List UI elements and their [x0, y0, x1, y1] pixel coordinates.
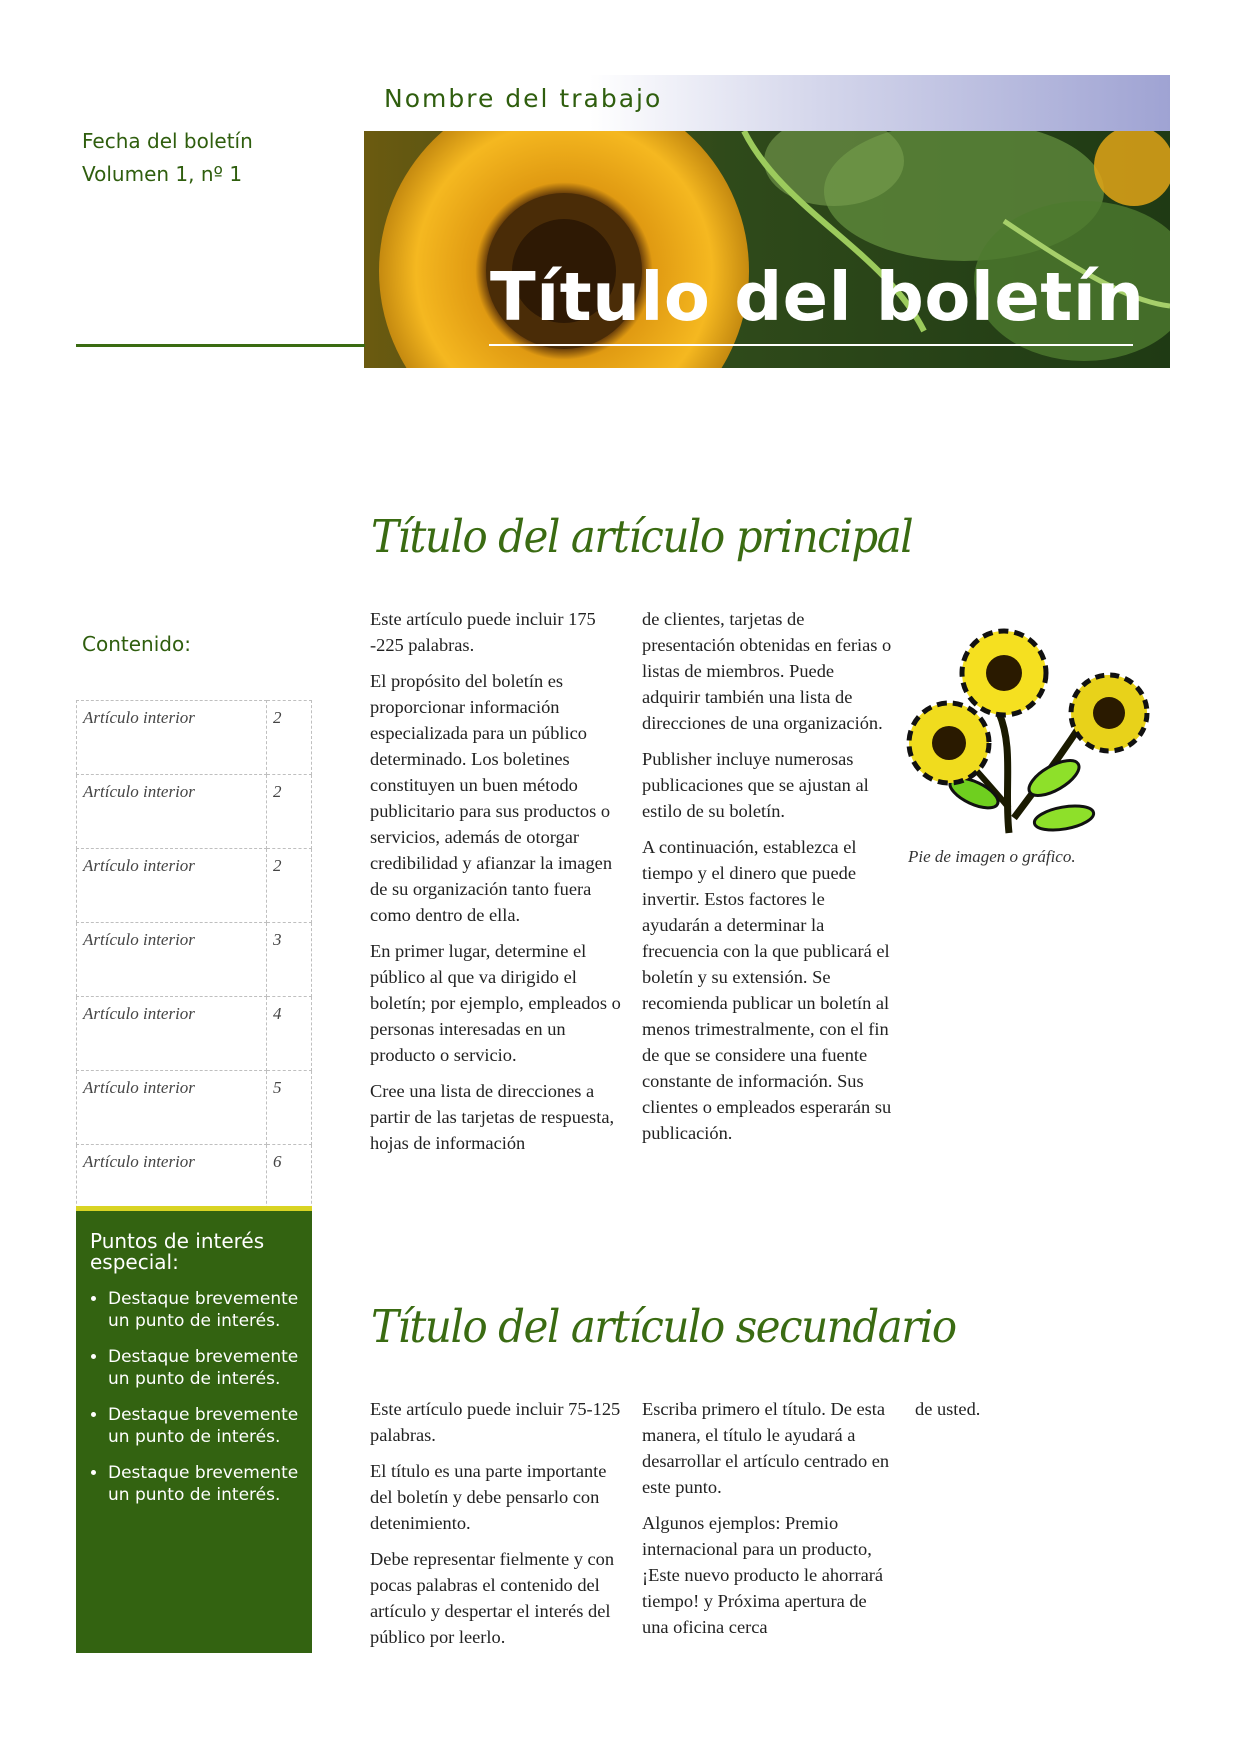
paragraph: A continuación, establezca el tiempo y el dinero que puede invertir. Estos factores le ayudarán a determinar la frecuencia con la que publicará el boletín y su extensión. Se recomienda publicar un boletín al menos trimestralmente, con el fin de que se considere una fuente constante de información. Sus clientes o empleados esperarán su publicación.: [642, 837, 892, 1143]
contents-item-title: Artículo interior: [77, 997, 267, 1071]
list-item: • Destaque brevemente un punto de interés.: [108, 1288, 313, 1332]
list-item: • Destaque brevemente un punto de interés.: [108, 1346, 313, 1390]
secondary-article-column-3: [915, 1396, 1155, 1432]
paragraph: Algunos ejemplos: Premio internacional para un producto, ¡Este nuevo producto le ahorrará tiempo! y Próxima apertura de una oficina cerca: [642, 1513, 884, 1637]
contents-item-title: Artículo interior: [77, 775, 267, 849]
newsletter-date: Fecha del boletín: [82, 129, 253, 153]
contents-item-title: Artículo interior: [77, 849, 267, 923]
contents-item-page: 5: [267, 1071, 312, 1145]
paragraph: de clientes, tarjetas de presentación obtenidas en ferias o listas de miembros. Puede adquirir también una lista de direcciones de una organización.: [642, 609, 892, 733]
company-name: Nombre del trabajo: [384, 84, 663, 113]
paragraph: Este artículo puede incluir 175 -225 palabras.: [370, 609, 596, 655]
contents-item-page: 6: [267, 1145, 312, 1219]
paragraph: Escriba primero el título. De esta manera, el título le ayudará a desarrollar el artículo centrado en este punto.: [642, 1399, 890, 1497]
main-article-column-2: [642, 606, 896, 1156]
table-row: [77, 1071, 312, 1145]
header-rule: [76, 344, 365, 347]
secondary-article-column-2: [642, 1396, 896, 1650]
table-row: [77, 997, 312, 1071]
contents-label: Contenido:: [82, 632, 191, 656]
contents-item-page: 2: [267, 775, 312, 849]
banner-rule: [489, 344, 1133, 346]
contents-item-title: Artículo interior: [77, 1145, 267, 1219]
table-row: [77, 849, 312, 923]
paragraph: Debe representar fielmente y con pocas palabras el contenido del artículo y despertar el interés del público por leerlo.: [370, 1549, 615, 1647]
paragraph: Cree una lista de direcciones a partir de las tarjetas de respuesta, hojas de información: [370, 1081, 615, 1153]
secondary-article-title: Título del artículo secundario: [371, 1300, 956, 1353]
contents-item-title: Artículo interior: [77, 1071, 267, 1145]
table-row: [77, 701, 312, 775]
contents-item-title: Artículo interior: [77, 701, 267, 775]
sunflower-clipart-image: [904, 618, 1164, 847]
contents-item-page: 3: [267, 923, 312, 997]
table-row: [77, 923, 312, 997]
special-interest-sidebar: [76, 1206, 312, 1653]
list-item: • Destaque brevemente un punto de interés.: [108, 1404, 313, 1448]
main-article-column-1: [370, 606, 622, 1166]
paragraph: de usted.: [915, 1399, 981, 1419]
paragraph: El título es una parte importante del boletín y debe pensarlo con detenimiento.: [370, 1461, 607, 1533]
sidebar-title: Puntos de interés especial:: [90, 1229, 265, 1274]
newsletter-title: Título del boletín: [490, 258, 1145, 336]
image-caption: Pie de imagen o gráfico.: [908, 847, 1076, 866]
contents-item-page: 4: [267, 997, 312, 1071]
contents-item-title: Artículo interior: [77, 923, 267, 997]
date-block: [82, 125, 253, 191]
paragraph: En primer lugar, determine el público al que va dirigido el boletín; por ejemplo, empleados o personas interesadas en un producto o servicio.: [370, 941, 621, 1065]
table-row: [77, 775, 312, 849]
secondary-article-column-1: [370, 1396, 622, 1660]
paragraph: El propósito del boletín es proporcionar información especializada para un público determinado. Los boletines constituyen un buen método publicitario para sus productos o servicios, además de otorgar credibilidad y afianzar la imagen de su organización tanto fuera como dentro de ella.: [370, 671, 613, 925]
main-article-title: Título del artículo principal: [371, 510, 913, 563]
newsletter-volume: Volumen 1, nº 1: [82, 162, 243, 186]
contents-item-page: 2: [267, 849, 312, 923]
sidebar-list: [92, 1288, 313, 1520]
contents-item-page: 2: [267, 701, 312, 775]
paragraph: Este artículo puede incluir 75-125 palabras.: [370, 1399, 621, 1445]
list-item: • Destaque brevemente un punto de interés.: [108, 1462, 313, 1506]
paragraph: Publisher incluye numerosas publicaciones que se ajustan al estilo de su boletín.: [642, 749, 869, 821]
contents-table: [76, 700, 312, 1219]
